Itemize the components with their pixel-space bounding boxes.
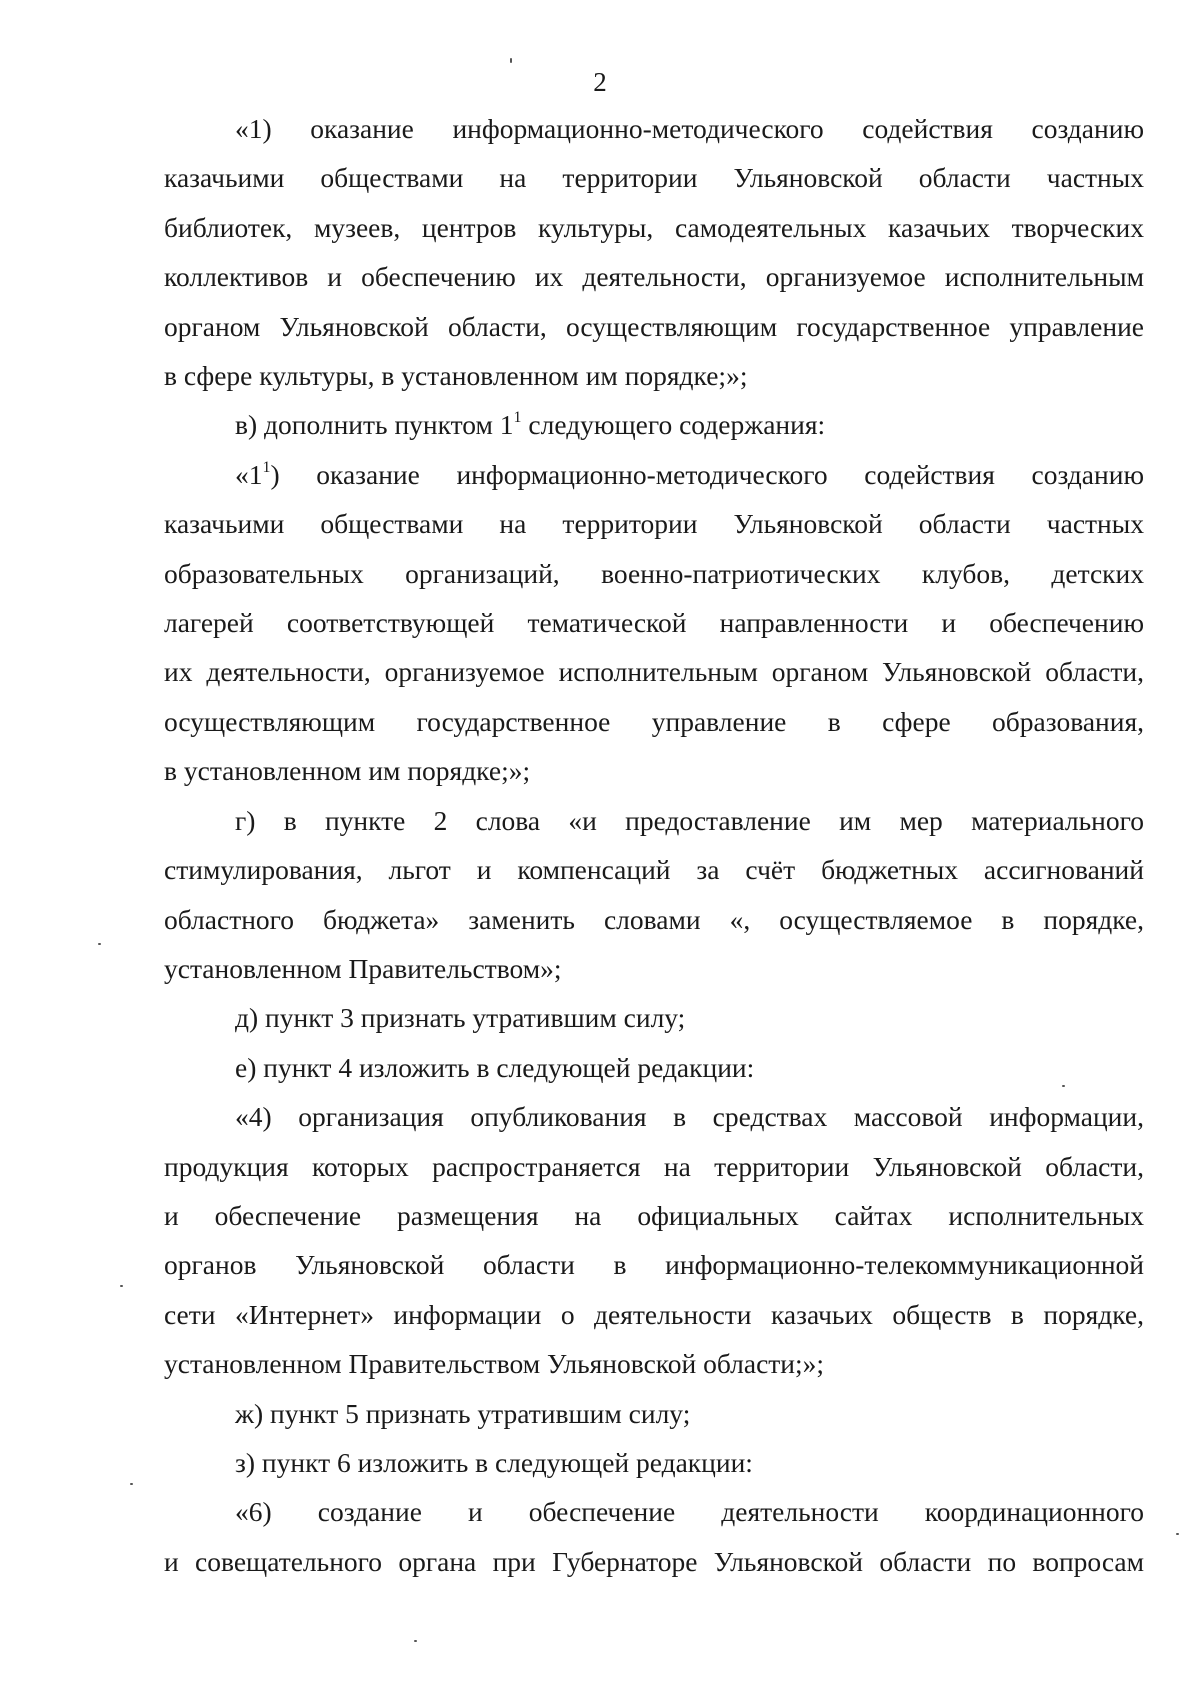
text-line: д) пункт 3 признать утратившим силу;: [235, 1002, 686, 1034]
scan-speck: [98, 943, 101, 945]
text-line: казачьими обществами на территории Ульяновской области частных: [164, 162, 1144, 194]
text-line: г) в пункте 2 слова «и предоставление им мер материального: [235, 804, 1144, 836]
text-line: органом Ульяновской области, осуществляющим государственное управление: [164, 310, 1144, 342]
text-line: библиотек, музеев, центров культуры, самодеятельных казачьих творческих: [164, 211, 1144, 243]
text-line: «4) организация опубликования в средствах массовой информации,: [235, 1101, 1144, 1133]
text-line: казачьими обществами на территории Ульяновской области частных: [164, 508, 1144, 540]
text-line: «1) оказание информационно-методического содействия созданию: [235, 113, 1144, 144]
text-line: [164, 450, 1144, 499]
paragraph-item-6: [164, 1487, 1144, 1586]
text-fragment: в) дополнить пунктом 1: [235, 409, 514, 441]
scan-speck: [414, 1640, 417, 1642]
text-line: стимулирования, льгот и компенсаций за счёт бюджетных ассигнований: [164, 854, 1144, 886]
text-fragment: «1: [235, 458, 263, 490]
text-line: е) пункт 4 изложить в следующей редакции:: [235, 1051, 755, 1083]
text-line: сети «Интернет» информации о деятельности казачьих обществ в порядке,: [164, 1298, 1144, 1330]
text-line: з) пункт 6 изложить в следующей редакции:: [235, 1446, 753, 1478]
scan-speck: [120, 1285, 123, 1287]
text-line: продукция которых распространяется на территории Ульяновской области,: [164, 1150, 1144, 1182]
paragraph-amend-z: [164, 1438, 1144, 1487]
paragraph-amend-e: [164, 1043, 1144, 1092]
paragraph-item-1: [164, 104, 1144, 400]
superscript: 1: [262, 458, 271, 476]
paragraph-item-1-1: [164, 450, 1144, 796]
text-line: органов Ульяновской области в информационно-телекоммуникационной: [164, 1249, 1144, 1281]
document-body: [164, 104, 1144, 1586]
paragraph-amend-zh: [164, 1389, 1144, 1438]
text-line: коллективов и обеспечению их деятельности, организуемое исполнительным: [164, 261, 1144, 293]
text-fragment: ) оказание информационно-методического содействия созданию: [270, 458, 1144, 490]
text-line: областного бюджета» заменить словами «, осуществляемое в порядке,: [164, 903, 1144, 935]
paragraph-amend-d: [164, 993, 1144, 1042]
paragraph-item-4: [164, 1092, 1144, 1388]
scan-speck: [1176, 1533, 1179, 1535]
text-line: установленном Правительством»;: [164, 952, 562, 984]
paragraph-amend-v: [164, 400, 1144, 449]
text-line: «6) создание и обеспечение деятельности координационного: [235, 1496, 1144, 1528]
text-line: и совещательного органа при Губернаторе Ульяновской области по вопросам: [164, 1545, 1144, 1577]
text-line: в сфере культуры, в установленном им порядке;»;: [164, 360, 748, 392]
text-fragment: следующего содержания:: [521, 409, 826, 441]
paragraph-amend-g: [164, 796, 1144, 994]
text-line: в установленном им порядке;»;: [164, 755, 531, 787]
page-number: 2: [593, 67, 607, 97]
text-line: ж) пункт 5 признать утратившим силу;: [235, 1397, 691, 1429]
superscript: 1: [513, 409, 522, 427]
text-line: их деятельности, организуемое исполнительным органом Ульяновской области,: [164, 656, 1144, 688]
scan-speck: [130, 1483, 133, 1485]
text-line: и обеспечение размещения на официальных сайтах исполнительных: [164, 1199, 1144, 1231]
scan-speck: [510, 58, 512, 63]
scan-speck: [1062, 1085, 1065, 1087]
text-line: образовательных организаций, военно-патриотических клубов, детских: [164, 557, 1144, 589]
text-line: осуществляющим государственное управление в сфере образования,: [164, 705, 1144, 737]
text-line: [164, 400, 1144, 449]
text-line: лагерей соответствующей тематической направленности и обеспечению: [164, 607, 1144, 639]
text-line: установленном Правительством Ульяновской области;»;: [164, 1348, 825, 1380]
